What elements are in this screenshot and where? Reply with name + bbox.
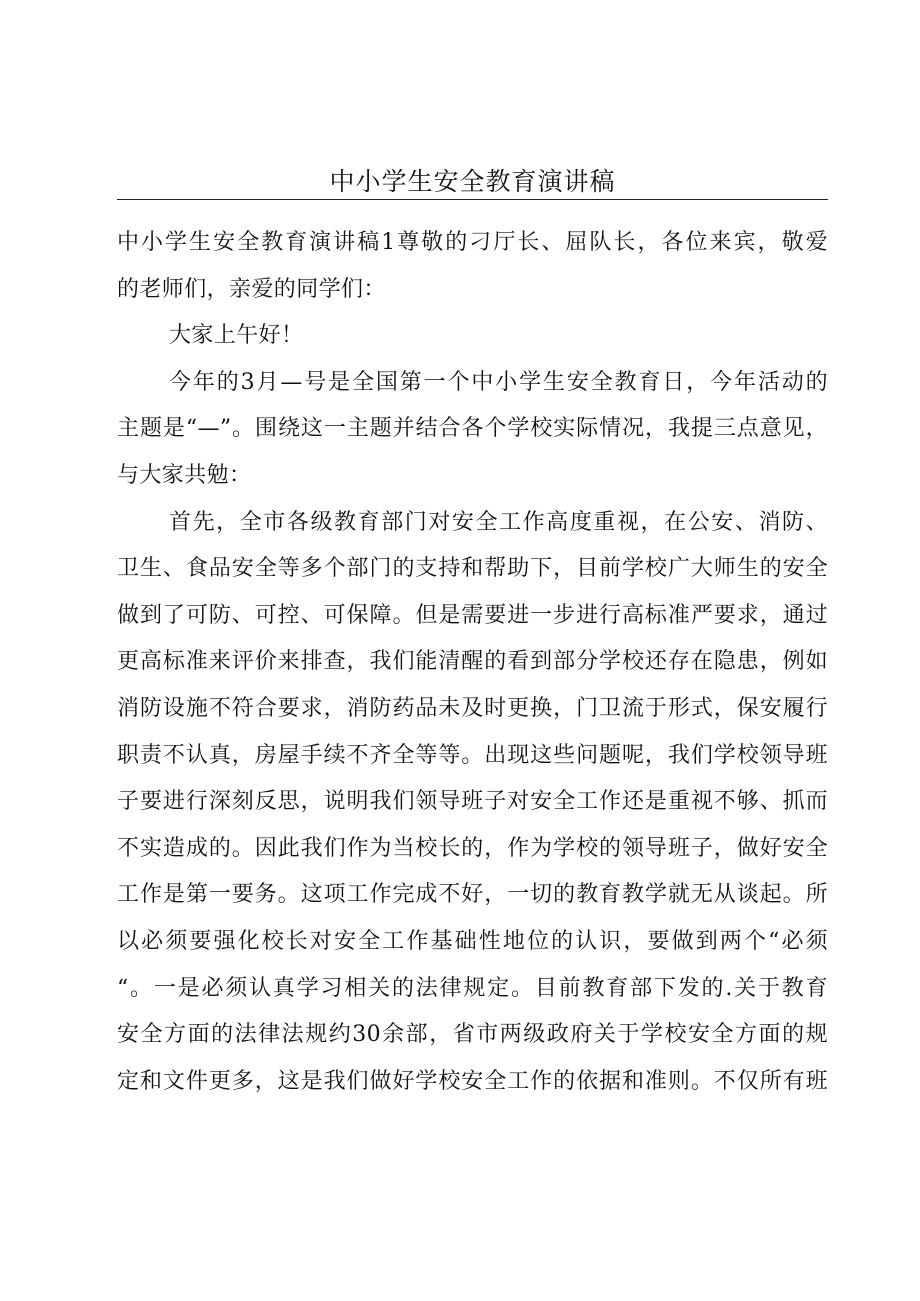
- body-line: 做到了可防、可控、可保障。但是需要进一步进行高标准严要求，通过: [117, 602, 828, 628]
- body-line: “。一是必须认真学习相关的法律规定。目前教育部下发的.关于教育: [117, 975, 828, 1001]
- body-line: 的老师们，亲爱的同学们：: [117, 276, 386, 302]
- body-line: 大家上午好！: [169, 323, 304, 349]
- body-line: 职责不认真，房屋手续不齐全等等。出现这些问题呢，我们学校领导班: [117, 742, 828, 768]
- body-line: 主题是“—”。围绕这一主题并结合各个学校实际情况，我提三点意见，: [117, 416, 828, 442]
- body-line: 中小学生安全教育演讲稿1尊敬的刁厅长、屈队长，各位来宾，敬爱: [117, 230, 828, 255]
- document-title: 中小学生安全教育演讲稿: [329, 167, 616, 196]
- body-line: 更高标准来评价来排查，我们能清醒的看到部分学校还存在隐患，例如: [117, 649, 828, 675]
- body-line: 与大家共勉：: [117, 462, 252, 488]
- body-line: 卫生、食品安全等多个部门的支持和帮助下，目前学校广大师生的安全: [117, 556, 828, 582]
- body-line: 消防设施不符合要求，消防药品未及时更换，门卫流于形式，保安履行: [117, 695, 828, 721]
- body-line: 今年的3月—号是全国第一个中小学生安全教育日，今年活动的: [169, 369, 828, 395]
- body-line: 工作是第一要务。这项工作完成不好，一切的教育教学就无从谈起。所: [117, 882, 828, 908]
- body-line: 定和文件更多，这是我们做好学校安全工作的依据和准则。不仅所有班: [117, 1068, 828, 1094]
- body-line: 以必须要强化校长对安全工作基础性地位的认识，要做到两个“必须: [117, 928, 828, 954]
- title-underline: [117, 199, 828, 200]
- body-line: 首先，全市各级教育部门对安全工作高度重视，在公安、消防、: [169, 509, 828, 535]
- body-line: 安全方面的法律法规约30余部，省市两级政府关于学校安全方面的规: [117, 1022, 828, 1048]
- document-body: [117, 220, 828, 1105]
- body-line: 子要进行深刻反思，说明我们领导班子对安全工作还是重视不够、抓而: [117, 789, 828, 815]
- body-line: 不实造成的。因此我们作为当校长的，作为学校的领导班子，做好安全: [117, 835, 828, 861]
